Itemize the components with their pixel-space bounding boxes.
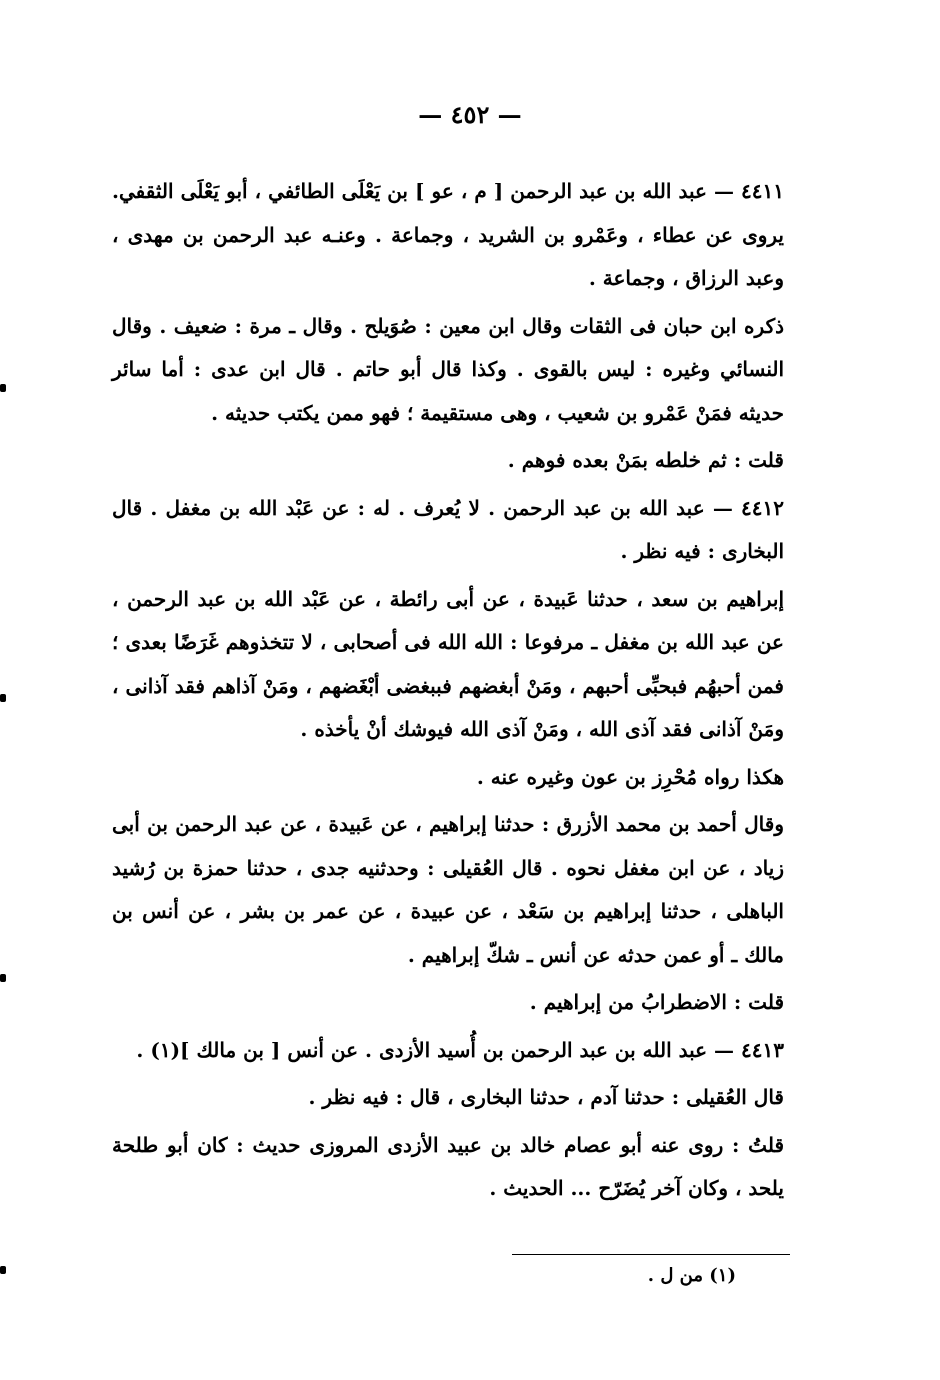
paragraph: قلت : ثم خلطه بمَنْ بعده فوهم .: [507, 448, 784, 472]
margin-mark: [0, 974, 6, 982]
main-text: [112, 170, 784, 1215]
paragraph: قلتُ : روى عنه أبو عصام خالد بن عبيد الأزدى المروزى حديث : كان أبو طلحة يلحد ، وكان آخر يُضَرّح ... الحديث .: [112, 1132, 784, 1200]
paragraph: قلت : الاضطرابُ من إبراهيم .: [529, 990, 784, 1014]
paragraph: قال العُقيلى : حدثنا آدم ، حدثنا البخارى ، قال : فيه نظر .: [308, 1085, 784, 1109]
paragraph: وقال أحمد بن محمد الأزرق : حدثنا إبراهيم ، عن عَبيدة ، عن عبد الرحمن بن أبى زياد ، عن ابن مغفل نحوه . قال العُقيلى : وحدثنيه جدى ، حدثنا حمزة بن رُشيد الباهلى ، حدثنا إبراهيم بن سَعْد ، عن عبيدة ، عن عمر بن بشر ، عن أنس بن مالك ـ أو عمن حدثه عن أنس ـ شكّ إبراهيم .: [112, 812, 784, 967]
paragraph: ذكره ابن حبان فى الثقات وقال ابن معين : صُوَيلح . وقال ـ مرة : ضعيف . وقال النسائي وغيره : ليس بالقوى . وكذا قال أبو حاتم . قال ابن عدى : أما سائر حديثه فمَنْ عَمْرو بن شعيب ، وهى مستقيمة ؛ فهو ممن يكتب حديثه .: [112, 313, 784, 425]
page-number: — ٤٥٢ —: [418, 100, 522, 129]
footnote-divider: [512, 1254, 790, 1255]
paragraph: ٤٤١٢ — عبد الله بن عبد الرحمن . لا يُعرف . له : عن عَبْد الله بن مغفل . قال البخارى : فيه نظر .: [112, 495, 784, 563]
paragraph: إبراهيم بن سعد ، حدثنا عَبيدة ، عن أبى رائطة ، عن عَبْد الله بن عبد الرحمن ، عن عبد الله بن مغفل ـ مرفوعا : الله الله فى أصحابى ، لا تتخذوهم غَرَضًا بعدى ؛ فمن أحبهُم فبحبِّى أحبهم ، ومَنْ أبغضهم فببغضى أبْغَضهم ، ومَنْ آذاهم فقد آذانى ، ومَنْ آذانى فقد آذى الله ، ومَنْ آذى الله فيوشك أنْ يأخذه .: [112, 586, 784, 741]
paragraph: ٤٤١٣ — عبد الله بن عبد الرحمن بن أُسيد الأزدى . عن أنس [ بن مالك ](١) .: [136, 1037, 784, 1062]
paragraph: هكذا رواه مُحْرِز بن عون وغيره عنه .: [476, 764, 784, 789]
paragraph: ٤٤١١ — عبد الله بن عبد الرحمن [ م ، عو ] بن يَعْلَى الطائفي ، أبو يَعْلَى الثقفي. يروى عن عطاء ، وعَمْرو بن الشريد ، وجماعة . وعنـه عبد الرحمن بن مهدى ، وعبد الرزاق ، وجماعة .: [112, 179, 784, 290]
margin-mark: [0, 1266, 6, 1274]
margin-mark: [0, 384, 6, 392]
margin-mark: [0, 694, 6, 702]
footnote: (١) من ل .: [647, 1265, 736, 1286]
